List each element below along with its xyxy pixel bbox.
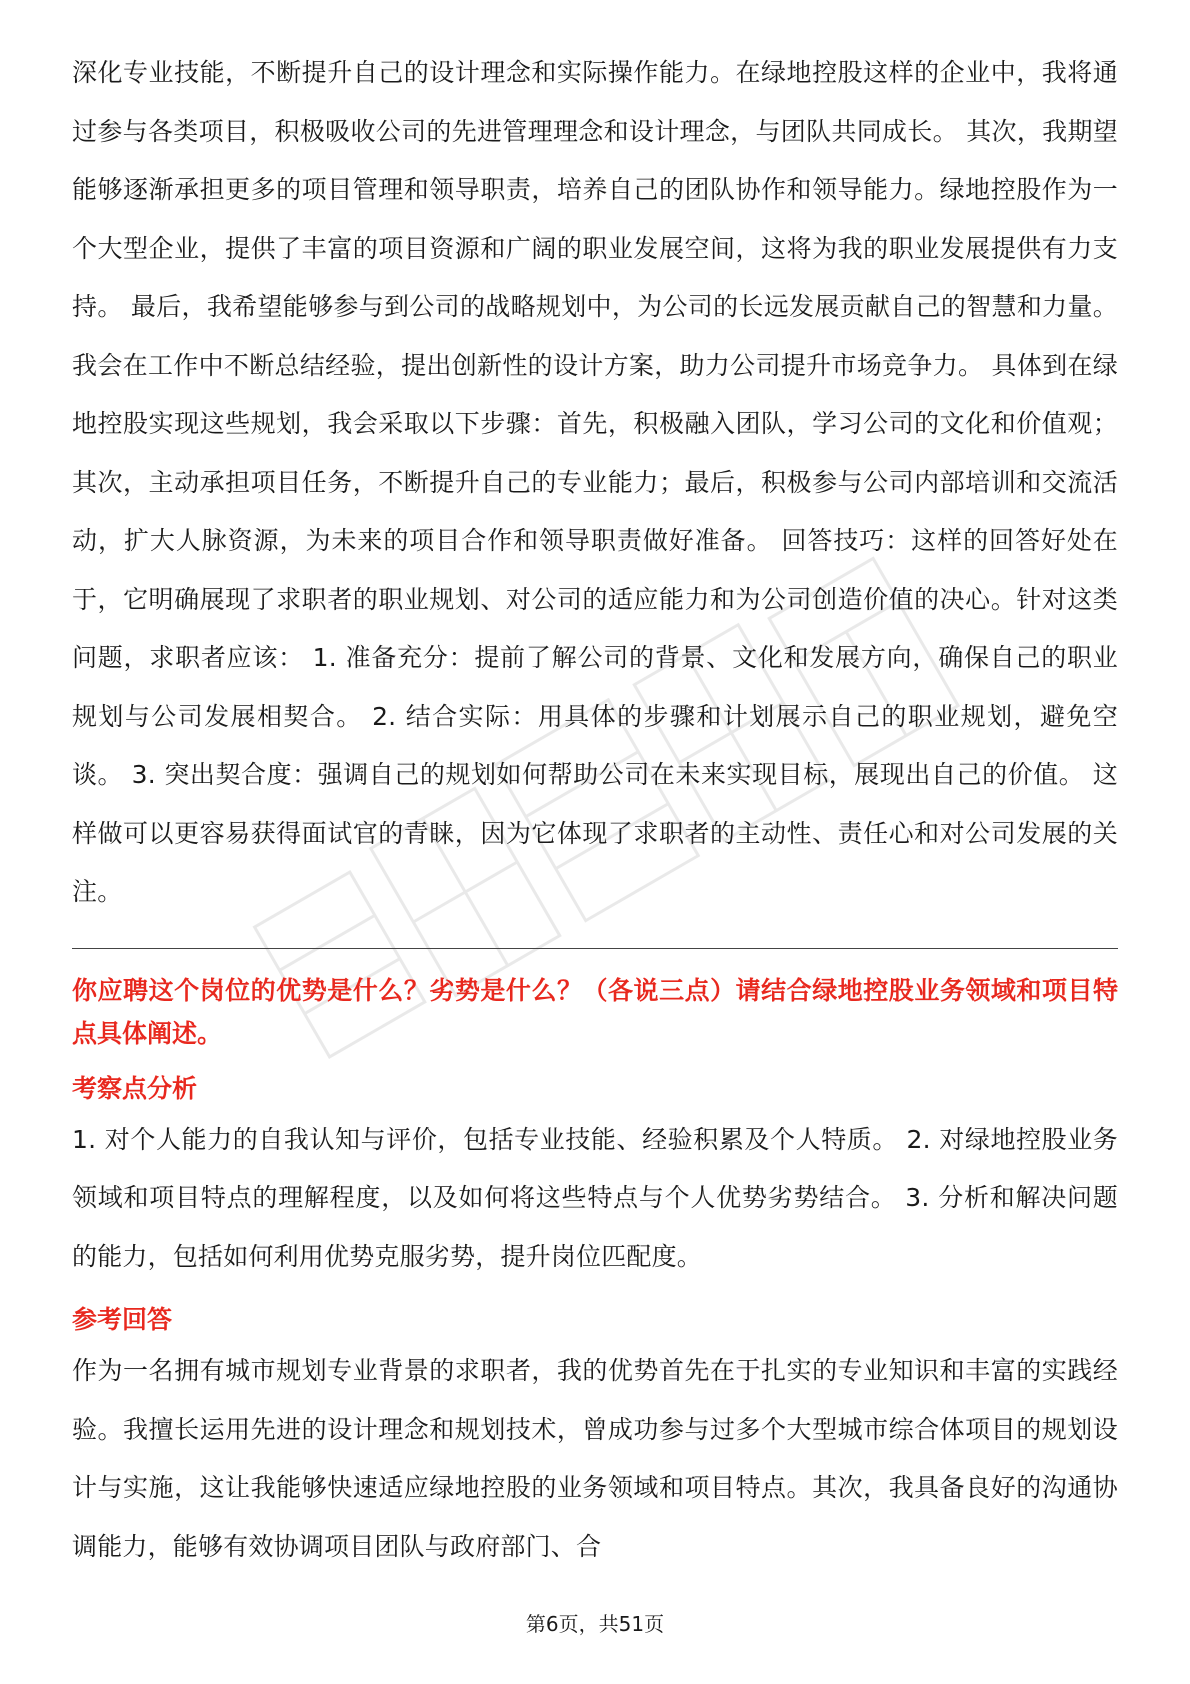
analysis-title: 考察点分析: [72, 1073, 198, 1103]
question-heading: 你应聘这个岗位的优势是什么？劣势是什么？（各说三点）请结合绿地控股业务领域和项目特点具体阐述。: [72, 975, 1118, 1048]
intro-paragraph: 深化专业技能，不断提升自己的设计理念和实际操作能力。在绿地控股这样的企业中，我将通过参与各类项目，积极吸收公司的先进管理理念和设计理念，与团队共同成长。 其次，我期望能够逐渐承担更多的项目管理和领导职责，培养自己的团队协作和领导能力。绿地控股作为一个大型企业，提供了丰富的项目资源和广阔的职业发展空间，这将为我的职业发展提供有力支持。 最后，我希望能够参与到公司的战略规划中，为公司的长远发展贡献自己的智慧和力量。我会在工作中不断总结经验，提出创新性的设计方案，助力公司提升市场竞争力。 具体到在绿地控股实现这些规划，我会采取以下步骤：首先，积极融入团队，学习公司的文化和价值观；其次，主动承担项目任务，不断提升自己的专业能力；最后，积极参与公司内部培训和交流活动，扩大人脉资源，为未来的项目合作和领导职责做好准备。 回答技巧：这样的回答好处在于，它明确展现了求职者的职业规划、对公司的适应能力和为公司创造价值的决心。针对这类问题，求职者应该： 1. 准备充分：提前了解公司的背景、文化和发展方向，确保自己的职业规划与公司发展相契合。 2. 结合实际：用具体的步骤和计划展示自己的职业规划，避免空谈。 3. 突出契合度：强调自己的规划如何帮助公司在未来实现目标，展现出自己的价值。 这样做可以更容易获得面试官的青睐，因为它体现了求职者的主动性、责任心和对公司发展的关注。: [72, 58, 1118, 906]
analysis-text: 1. 对个人能力的自我认知与评价，包括专业技能、经验积累及个人特质。 2. 对绿地控股业务领域和项目特点的理解程度，以及如何将这些特点与个人优势劣势结合。 3. 分析和解决问题的能力，包括如何利用优势克服劣势，提升岗位匹配度。: [72, 1124, 1118, 1271]
section-divider: [72, 948, 1118, 949]
page-number: 第6页，共51页: [525, 1612, 665, 1636]
answer-text: 作为一名拥有城市规划专业背景的求职者，我的优势首先在于扎实的专业知识和丰富的实践经验。我擅长运用先进的设计理念和规划技术，曾成功参与过多个大型城市综合体项目的规划设计与实施，这让我能够快速适应绿地控股的业务领域和项目特点。其次，我具备良好的沟通协调能力，能够有效协调项目团队与政府部门、合: [72, 1356, 1118, 1561]
answer-title: 参考回答: [72, 1305, 173, 1334]
document-body: [72, 44, 1118, 1576]
